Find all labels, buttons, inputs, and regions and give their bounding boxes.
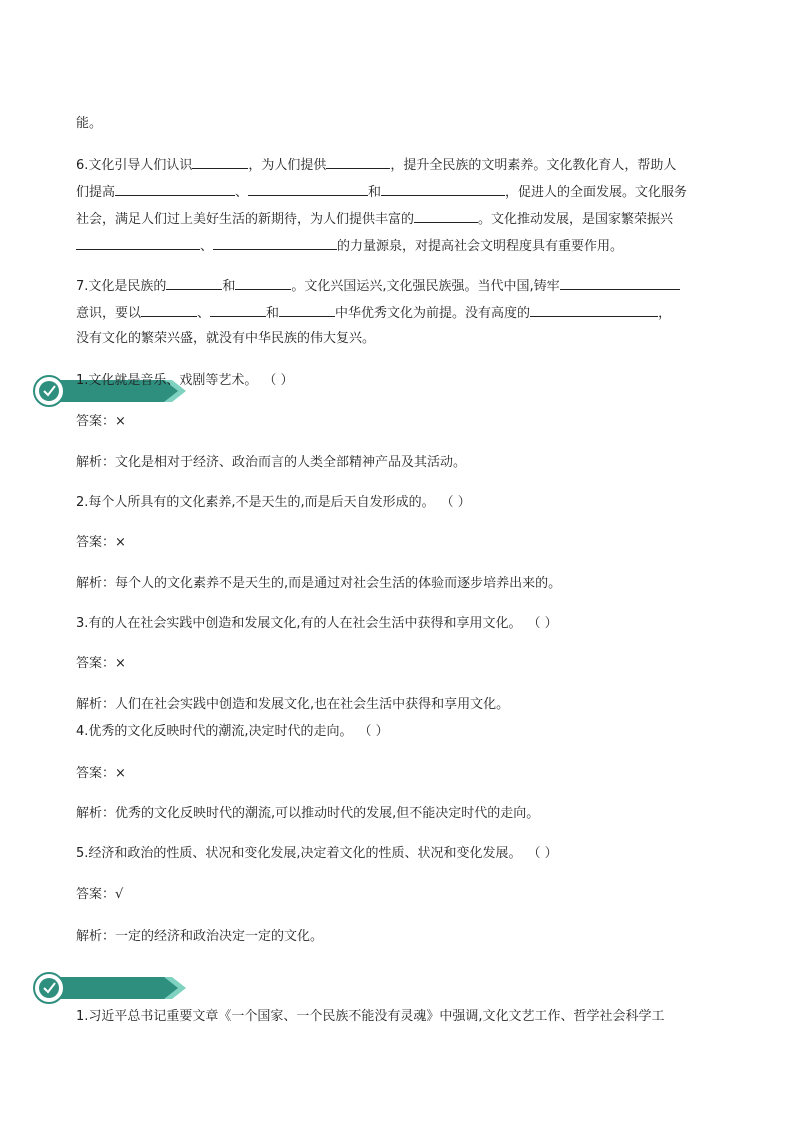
answer-parentheses[interactable]: （ ） (527, 616, 558, 631)
judgment-question-5 (76, 846, 718, 862)
answer-blank[interactable] (141, 304, 197, 317)
text-segment: 。文化推动发展，是国家繁荣振兴 (478, 212, 674, 227)
answer-blank[interactable] (381, 183, 505, 196)
text-segment: 和 (368, 185, 382, 200)
text-segment: 意识，要以 (76, 306, 142, 321)
question-text: 4.优秀的文化反映时代的潮流,决定时代的走向。 (76, 724, 353, 739)
answer-blank[interactable] (115, 183, 235, 196)
banner-arrow-icon (32, 971, 192, 1005)
exercise-question-1: 1.习近平总书记重要文章《一个国家、一个民族不能没有灵魂》中强调,文化文艺工作、哲学社会科学工 (76, 1009, 665, 1024)
answer-blank[interactable] (192, 156, 248, 169)
answer-blank[interactable] (210, 304, 266, 317)
judgment-analysis-2: 解析：每个人的文化素养不是天生的,而是通过对社会生活的体验而逐步培养出来的。 (76, 576, 562, 591)
text-segment: 和 (266, 306, 280, 321)
answer-blank[interactable] (560, 277, 680, 290)
answer-blank[interactable] (166, 277, 222, 290)
text-segment: 的力量源泉，对提高社会文明程度具有重要作用。 (337, 239, 624, 254)
answer-blank[interactable] (530, 304, 658, 317)
text-segment: 社会，满足人们过上美好生活的新期待，为人们提供丰富的 (76, 212, 415, 227)
text-segment: ， (658, 306, 672, 321)
question-text: 1.文化就是音乐、戏剧等艺术。 (76, 373, 258, 388)
answer-blank[interactable] (213, 237, 337, 250)
answer-parentheses[interactable]: （ ） (263, 373, 294, 388)
text-segment: ，为人们提供 (248, 158, 327, 173)
judgment-analysis-5: 解析：一定的经济和政治决定一定的文化。 (76, 929, 324, 944)
text-segment: ，提升全民族的文明素养。文化教化育人，帮助人 (390, 158, 677, 173)
judgment-answer-4: 答案：× (76, 766, 126, 781)
judgment-answer-2: 答案：× (76, 535, 126, 550)
text-segment: 。文化兴国运兴,文化强民族强。当代中国,铸牢 (291, 279, 560, 294)
q6-line-4 (76, 237, 718, 255)
q7-line-2 (76, 304, 718, 322)
question-text: 2.每个人所具有的文化素养,不是天生的,而是后天自发形成的。 (76, 495, 435, 510)
text-segment: 7.文化是民族的 (76, 279, 167, 294)
q7-line-1 (76, 277, 718, 295)
q7-line-3: 没有文化的繁荣兴盛，就没有中华民族的伟大复兴。 (76, 331, 376, 346)
judgment-answer-3: 答案：× (76, 656, 126, 671)
q6-line-2 (76, 183, 718, 201)
answer-blank[interactable] (76, 237, 200, 250)
question-text: 5.经济和政治的性质、状况和变化发展,决定着文化的性质、状况和变化发展。 (76, 846, 522, 861)
judgment-answer-5: 答案：√ (76, 887, 124, 902)
answer-parentheses[interactable]: （ ） (527, 846, 558, 861)
q6-line-1 (76, 156, 718, 174)
answer-parentheses[interactable]: （ ） (358, 724, 389, 739)
question-text: 3.有的人在社会实践中创造和发展文化,有的人在社会生活中获得和享用文化。 (76, 616, 522, 631)
answer-blank[interactable] (326, 156, 390, 169)
text-segment: 们提高 (76, 185, 116, 200)
text-segment: 和 (222, 279, 236, 294)
text-segment: 、 (197, 306, 211, 321)
judgment-question-3 (76, 616, 718, 632)
answer-parentheses[interactable]: （ ） (440, 495, 471, 510)
text-segment: ，促进人的全面发展。文化服务 (505, 185, 688, 200)
judgment-analysis-3: 解析：人们在社会实践中创造和发展文化,也在社会生活中获得和享用文化。 (76, 697, 510, 712)
intro-tail: 能。 (76, 116, 103, 131)
answer-blank[interactable] (235, 277, 291, 290)
judgment-question-2 (76, 495, 718, 511)
answer-blank[interactable] (248, 183, 368, 196)
answer-blank[interactable] (414, 210, 478, 223)
judgment-analysis-4: 解析：优秀的文化反映时代的潮流,可以推动时代的发展,但不能决定时代的走向。 (76, 806, 540, 821)
judgment-analysis-1: 解析：文化是相对于经济、政治而言的人类全部精神产品及其活动。 (76, 455, 467, 470)
q6-line-3 (76, 210, 718, 228)
judgment-answer-1: 答案：× (76, 414, 126, 429)
text-segment: 、 (235, 185, 249, 200)
text-segment: 、 (200, 239, 214, 254)
judgment-question-1 (76, 373, 718, 389)
text-segment: 中华优秀文化为前提。没有高度的 (335, 306, 531, 321)
text-segment: 6.文化引导人们认识 (76, 158, 193, 173)
judgment-question-4 (76, 724, 718, 740)
section-banner-exercise (32, 971, 192, 1005)
answer-blank[interactable] (279, 304, 335, 317)
